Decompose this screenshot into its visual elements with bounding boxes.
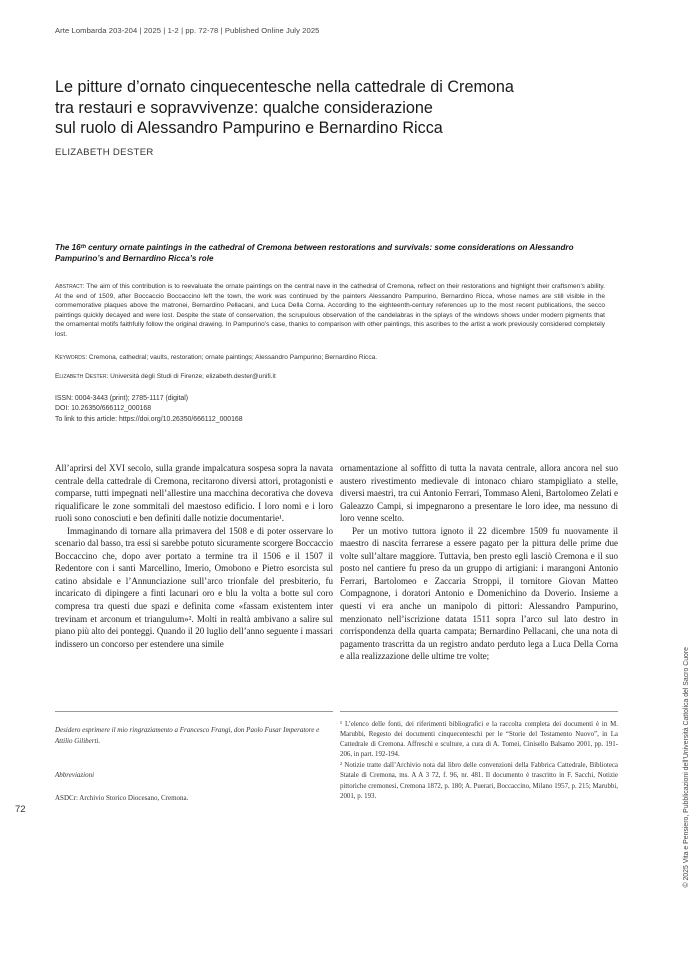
abbreviation-entry: ASDCr: Archivio Storico Diocesano, Cremona. <box>55 794 189 802</box>
title-line-1: Le pitture d’ornato cinquecentesche nella cattedrale di Cremona <box>55 78 514 96</box>
article-link[interactable]: To link to this article: https://doi.org/10.26350/666112_000168 <box>55 415 243 423</box>
copyright-sidebar: © 2025 Vita e Pensiero, Pubblicazioni dell’Università Cattolica del Sacro Cuore <box>683 647 690 888</box>
body-paragraph: Per un motivo tuttora ignoto il 22 dicembre 1509 fu nuovamente il maestro di nascita ferrarese a essere pagato per la pittura delle prime due volte sull’altare maggiore. Tuttavia, ben presto egli lasciò Cremona e il suo posto nel cantiere fu preso da un gruppo di artigiani: i marangoni Antonio Ferrari, Bartolomeo e Zaccaria Stroppi, il tornitore Giovan Matteo Compagnone, i doratori Antonio e Domenichino da Doverio. Insieme a questi vi era anche un manipolo di pittori: Alessandro Pampurino, menzionato nell’iscrizione datata 1511 sopra l’arco sul lato destro in corrispondenza della quarta campata; Bernardino Pellacani, che una nota di pagamento trascritta da un registro andato perduto lega a Luca Della Corna e alla realizzazione delle ultime tre volte; <box>340 525 618 662</box>
body-paragraph: All’aprirsi del XVI secolo, sulla grande impalcatura sospesa sopra la navata centrale della cattedrale di Cremona, recitarono diversi attori, protagonisti e comparse, tutti impegnati nell’allestire una macchina decorativa che doveva riqualificare le zone sommitali del maestoso edificio. I loro nomi e i loro ruoli sono conosciuti e ben definiti dalle notizie documentarie¹. <box>55 463 333 524</box>
keywords-label: Keywords: <box>55 354 88 361</box>
abbreviations-heading: Abbreviazioni <box>55 771 95 779</box>
footnote-divider-right <box>340 711 618 712</box>
title-line-2: tra restauri e sopravvivenze: qualche considerazione <box>55 98 433 117</box>
keywords-text: Cremona, cathedral; vaults, restoration; ornate paintings; Alessandro Pampurino; Bernardino Ricca. <box>87 354 378 361</box>
affiliation-name: Elizabeth Dester: <box>55 373 109 380</box>
footnote-2: ² Notizie tratte dall’Archivio nota dal libro delle convenzioni della Fabbrica Cattedrale, Biblioteca Statale di Cremona, ms. A A 3 72, f. 96, nr. 481. Il documento è trascritto in F. Sacchi, Notizie pittoriche cremonesi, Cremona 1872, p. 180; A. Puerari, Boccaccino, Milano 1957, p. 215; Marubbi, 2001, p. 193. <box>340 762 618 800</box>
footnote-1: ¹ L’elenco delle fonti, dei riferimenti bibliografici e la raccolta completa dei documenti è in M. Marubbi, Regesto dei documenti cinquecenteschi per le “Storie del Testamento Nuovo”, in La Cattedrale di Cremona. Affreschi e sculture, a cura di A. Tomei, Cinisello Balsamo 2001, pp. 191-206, in part. 192-194. <box>340 721 618 759</box>
keywords <box>55 354 605 361</box>
author-name: ELIZABETH DESTER <box>55 147 154 158</box>
body-paragraph: Immaginando di tornare alla primavera del 1508 e di poter osservare lo scenario dal basso, tra essi si sarebbe potuto sicuramente scorgere Boccaccio Boccaccino che, dopo aver portato a termine tra il 1506 e il 1507 il Redentore con i santi Marcellino, Imerio, Omobono e Pietro esorcista sul catino absidale e l’Annunciazione sull’arco trionfale del presbiterio, fu incaricato di dipingere a finti lacunari oro e blu la volta a botte sul coro compresa tra questi due spazi e definita come «fassam existentem inter trevinam et arconum et triangulum»². Molti in realtà ambivano a salire sul piano più alto dei ponteggi. Quando il 20 luglio dell’anno seguente i massari indissero un concorso per estendere una simile <box>55 525 333 649</box>
footnotes <box>340 720 618 803</box>
affiliation-text: Università degli Studi di Firenze; elizabeth.dester@unifi.it <box>108 373 276 380</box>
body-column-left <box>55 462 333 650</box>
running-header: Arte Lombarda 203-204 | 2025 | 1-2 | pp. 72-78 | Published Online July 2025 <box>55 26 320 35</box>
article-title <box>55 77 515 139</box>
acknowledgement: Desidero esprimere il mio ringraziamento a Francesco Frangi, don Paolo Fusar Imperatore e Attilio Giliberti. <box>55 726 320 745</box>
abstract-text: The aim of this contribution is to reevaluate the ornate paintings on the central nave in the cathedral of Cremona, reflect on their restorations and highlight their craftsmen’s ability. At the end of 1509, after Boccaccio Boccaccino left the town, the work was continued by the painters Alessandro Pampurino, Bernardino Ricca, whose names are still visible in the commemorative plaques above the matronei, Bernardino Pellacani, and Luca Della Corna. According to the eighteenth-century references up to the most recent publications, the secco paintings quickly decayed and were lost. Despite the state of conservation, the scrupulous observation of the candelabras in the splays of the windows shows under modern pigments that the ornamental motifs faithfully follow the original drawing. In Pampurino’s case, thanks to comparison with other paintings, this ascribes to the artist a work previously considered completely lost. <box>55 283 605 338</box>
doi: DOI: 10.26350/666112_000168 <box>55 405 152 413</box>
footnote-divider-left <box>55 711 333 712</box>
identifiers <box>55 394 243 425</box>
abstract <box>55 282 605 340</box>
body-paragraph: ornamentazione al soffitto di tutta la navata centrale, allora ancora nel suo austero rivestimento medievale di intonaco chiaro stampigliato a stelle, diversi maestri, tra cui Antonio Ferrari, Tommaso Aleni, Bartolomeo Zelati e Galeazzo Campi, si impegnarono a presentare le loro idee, ma nessuno di loro venne scelto. <box>340 463 618 524</box>
author-affiliation <box>55 373 605 380</box>
english-title: The 16ᵗʰ century ornate paintings in the cathedral of Cremona between restorations and survivals: some considerations on Alessandro Pampurino’s and Bernardino Ricca’s role <box>55 243 574 263</box>
page-number: 72 <box>15 804 26 815</box>
abstract-label: Abstract: <box>55 283 85 290</box>
issn: ISSN: 0004-3443 (print); 2785-1117 (digital) <box>55 395 189 402</box>
title-line-3: sul ruolo di Alessandro Pampurino e Bernardino Ricca <box>55 119 443 137</box>
body-column-right <box>340 462 618 663</box>
